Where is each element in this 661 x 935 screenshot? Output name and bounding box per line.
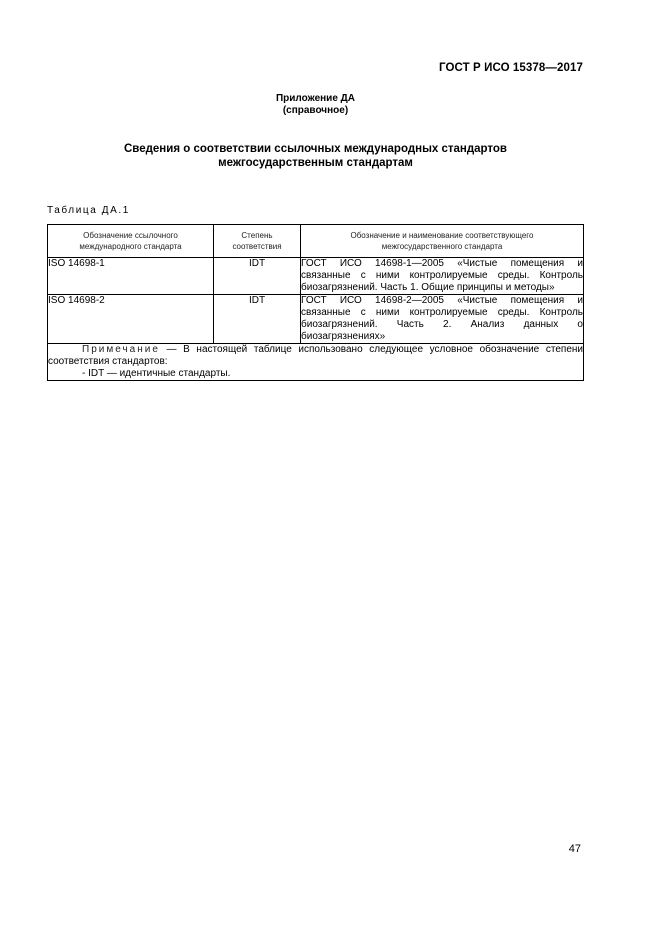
page-number: 47	[568, 843, 581, 855]
header-text: межгосударственного стандарта	[381, 242, 503, 251]
reference-standards-table	[47, 224, 584, 381]
note-label: Примечание	[82, 344, 160, 355]
appendix-subtitle: (справочное)	[282, 105, 349, 116]
table-note-row	[48, 344, 584, 381]
cell-standard: ISO 14698-1	[48, 258, 214, 295]
cell-standard: ISO 14698-2	[48, 295, 214, 344]
note-item: - IDT — идентичные стандарты.	[82, 368, 231, 379]
header-text: Степень	[241, 231, 273, 240]
table-row	[48, 295, 584, 344]
header-text: соответствия	[232, 242, 282, 251]
note-text: — В настоящей таблице использовано следующее условное обозначение степени соответствия стандартов:	[48, 344, 583, 367]
table-note	[48, 344, 584, 381]
header-cell-degree	[214, 225, 301, 258]
section-title-line-2: межгосударственным стандартам	[218, 157, 413, 169]
header-cell-interstate-standard	[301, 225, 584, 258]
cell-degree: IDT	[214, 258, 301, 295]
table-row	[48, 258, 584, 295]
cell-standard-name: ГОСТ ИСО 14698-1—2005 «Чистые помещения и связанные с ними контролируемые среды. Контроль биозагрязнений. Часть 1. Общие принципы и методы»	[301, 258, 583, 293]
section-title-line-1: Сведения о соответствии ссылочных международных стандартов	[123, 143, 507, 155]
cell-degree: IDT	[214, 295, 301, 344]
header-text: Обозначение ссылочного	[83, 231, 178, 240]
document-code: ГОСТ Р ИСО 15378—2017	[438, 62, 583, 74]
table-header-row	[48, 225, 584, 258]
header-cell-reference-standard	[48, 225, 214, 258]
header-text: Обозначение и наименование соответствующего	[350, 231, 534, 240]
cell-standard-name: ГОСТ ИСО 14698-2—2005 «Чистые помещения и связанные с ними контролируемые среды. Контроль биозагрязнений. Часть 2. Анализ данных о биозагрязнениях»	[301, 295, 583, 342]
table-caption: Таблица ДА.1	[47, 205, 130, 216]
header-text: международного стандарта	[79, 242, 182, 251]
appendix-title: Приложение ДА	[275, 93, 356, 104]
